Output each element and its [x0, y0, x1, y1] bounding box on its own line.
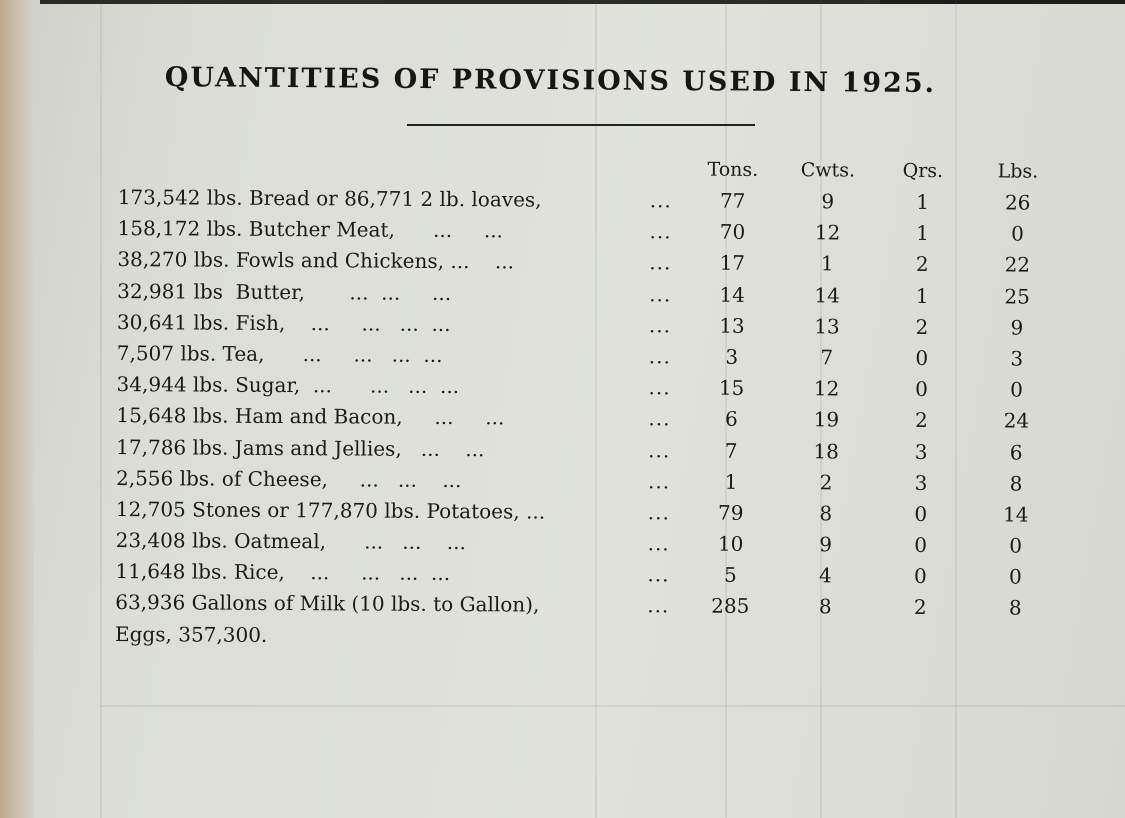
cwts-value: 9 [821, 189, 835, 214]
dot-leader: ... [649, 250, 672, 275]
item-description: 17,786 lbs. Jams and Jellies, ... ... [116, 434, 485, 461]
dot-leader: ... [647, 593, 670, 618]
qrs-value: 3 [914, 439, 928, 464]
lbs-value: 14 [1003, 502, 1029, 527]
tons-value: 3 [725, 344, 739, 369]
dot-leader: ... [648, 312, 672, 338]
lbs-value: 6 [1009, 439, 1023, 465]
dot-leader: ... [648, 375, 671, 400]
tons-value: 79 [718, 500, 744, 525]
bleed-through-line [595, 0, 597, 818]
item-description: 158,172 lbs. Butcher Meat, ... ... [117, 216, 504, 243]
tons-value: 7 [724, 438, 738, 463]
qrs-value: 3 [914, 470, 928, 495]
item-description: 15,648 lbs. Ham and Bacon, ... ... [116, 403, 505, 430]
dot-leader: ... [648, 437, 671, 462]
item-description: 12,705 Stones or 177,870 lbs. Potatoes, ... [115, 496, 546, 524]
cwts-value: 13 [814, 314, 840, 339]
page-top-edge-right [880, 0, 1125, 4]
bleed-through-line [955, 0, 957, 818]
qrs-value: 2 [914, 408, 928, 433]
item-description: 63,936 Gallons of Milk (10 lbs. to Gallon), [115, 590, 540, 618]
lbs-value: 0 [1008, 564, 1022, 589]
lbs-value: 8 [1009, 471, 1023, 496]
cwts-value: 8 [819, 501, 833, 526]
qrs-value: 2 [915, 252, 929, 277]
dot-leader: ... [647, 562, 670, 587]
cwts-value: 18 [813, 438, 839, 463]
cwts-value: 14 [814, 282, 840, 307]
tons-value: 15 [718, 375, 745, 400]
column-header-qrs: Qrs. [902, 159, 944, 183]
dot-leader: ... [647, 500, 670, 525]
item-description: 38,270 lbs. Fowls and Chickens, ... ... [117, 247, 515, 274]
qrs-value: 1 [915, 283, 929, 308]
lbs-value: 8 [1008, 595, 1022, 620]
tons-value: 13 [719, 313, 745, 338]
cwts-value: 12 [814, 220, 841, 245]
item-description: 34,944 lbs. Sugar, ... ... ... ... [116, 372, 460, 399]
tons-value: 77 [719, 188, 746, 213]
dot-leader: ... [647, 531, 670, 556]
tons-value: 285 [711, 594, 750, 619]
qrs-value: 0 [915, 345, 929, 370]
item-description: 173,542 lbs. Bread or 86,771 2 lb. loaves, [117, 184, 542, 212]
dot-leader: ... [649, 219, 672, 244]
lbs-value: 22 [1004, 252, 1031, 277]
item-description: 11,648 lbs. Rice, ... ... ... ... [115, 559, 451, 586]
lbs-value: 0 [1009, 533, 1023, 558]
cwts-value: 9 [819, 532, 833, 557]
eggs-total: Eggs, 357,300. [115, 621, 268, 647]
qrs-value: 0 [914, 532, 928, 558]
bleed-through-line [100, 705, 1125, 707]
lbs-value: 9 [1010, 315, 1024, 340]
title-underline [407, 124, 755, 126]
tons-value: 6 [724, 407, 738, 432]
column-header-lbs: Lbs. [997, 160, 1039, 183]
qrs-value: 1 [916, 189, 930, 214]
qrs-value: 1 [916, 221, 929, 246]
tons-value: 10 [717, 531, 744, 556]
dot-leader: ... [648, 344, 671, 369]
item-description: 23,408 lbs. Oatmeal, ... ... ... [115, 528, 466, 555]
provisions-table [115, 155, 1039, 653]
lbs-value: 3 [1010, 346, 1024, 371]
dot-leader: ... [649, 188, 672, 213]
item-description: 30,641 lbs. Fish, ... ... ... ... [116, 309, 451, 336]
lbs-value: 26 [1004, 190, 1031, 215]
qrs-value: 0 [913, 564, 927, 589]
tons-value: 5 [723, 562, 737, 588]
item-description: 2,556 lbs. of Cheese, ... ... ... [115, 465, 462, 492]
lbs-value: 0 [1011, 221, 1024, 246]
page-title: QUANTITIES OF PROVISIONS USED IN 1925. [164, 62, 937, 100]
cwts-value: 2 [819, 469, 833, 495]
lbs-value: 24 [1003, 408, 1030, 433]
column-header-cwts: Cwts. [800, 159, 856, 182]
tons-value: 17 [719, 251, 746, 276]
qrs-value: 2 [913, 595, 927, 620]
item-description: 32,981 lbs Butter, ... ... ... [117, 278, 452, 305]
dot-leader: ... [647, 468, 671, 494]
cwts-value: 1 [820, 251, 834, 276]
lbs-value: 25 [1004, 283, 1030, 309]
bleed-through-line [100, 0, 102, 818]
lbs-value: 0 [1010, 377, 1024, 402]
dot-leader: ... [649, 281, 672, 306]
tons-value: 1 [724, 469, 738, 494]
qrs-value: 2 [915, 314, 929, 339]
qrs-value: 0 [914, 501, 928, 526]
tons-value: 14 [719, 282, 745, 307]
qrs-value: 0 [915, 376, 929, 402]
page-binding-edge [0, 0, 34, 818]
cwts-value: 8 [818, 594, 832, 619]
column-header-tons: Tons. [707, 158, 759, 181]
cwts-value: 4 [818, 563, 832, 588]
cwts-value: 19 [813, 407, 840, 432]
dot-leader: ... [648, 406, 671, 431]
tons-value: 70 [719, 219, 746, 245]
cwts-value: 7 [820, 345, 834, 370]
item-description: 7,507 lbs. Tea, ... ... ... ... [116, 340, 443, 367]
cwts-value: 12 [813, 376, 840, 401]
